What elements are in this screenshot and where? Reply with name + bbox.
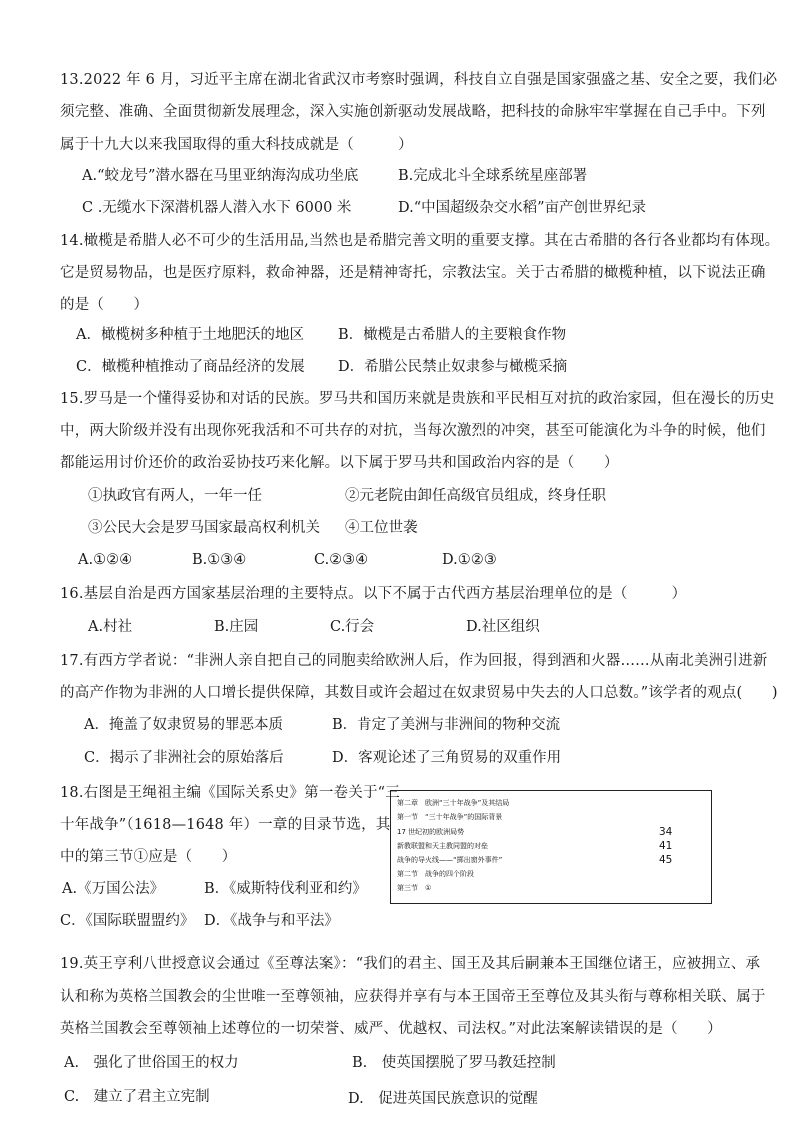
question-15-line-2: 中，两大阶级并没有出现你死我活和不可共存的对抗，当每次激烈的冲突，甚至可能演化为斗争的时候，他们 — [60, 423, 766, 439]
question-18-option-b: B．《威斯特伐利亚和约》 — [204, 881, 367, 897]
question-13-line-2: 须完整、准确、全面贯彻新发展理念，深入实施创新驱动发展战略，把科技的命脉牢牢掌握在自己手中。下列 — [60, 104, 766, 120]
question-13-line-3: 属于十九大以来我国取得的重大科技成就是（ ） — [60, 137, 413, 153]
question-19-line-3: 英格兰国教会至尊领袖上述尊位的一切荣誉、威严、优越权、司法权。”对此法案解读错误的是（ ） — [60, 1021, 722, 1037]
question-19-option-b: B. 使英国摆脱了罗马教廷控制 — [352, 1055, 556, 1071]
toc-page-number: 34 — [659, 826, 673, 838]
question-17-option-c: C．揭示了非洲社会的原始落后 — [84, 750, 284, 766]
toc-row: 17 世纪初的欧洲局势 — [397, 828, 465, 836]
question-14-line-1: 14.橄榄是希腊人必不可少的生活用品,当然也是希腊完善文明的重要支撑。其在古希腊的各行各业都均有体现。 — [60, 233, 780, 249]
toc-row: 第二节 战争的四个阶段 — [397, 870, 474, 878]
question-15-item-2: ②元老院由卸任高级官员组成，终身任职 — [345, 488, 606, 504]
question-17-line-2: 的高产作物为非洲的人口增长提供保障，其数目或许会超过在奴隶贸易中失去的人口总数。”该学者的观点( ) — [60, 685, 778, 701]
question-18-line-1: 18.右图是王绳祖主编《国际关系史》第一卷关于“三 — [60, 785, 400, 801]
toc-page-number: 45 — [659, 854, 673, 866]
question-18-option-c: C．《国际联盟盟约》 — [60, 913, 195, 929]
question-17-line-1: 17.有西方学者说：“非洲人亲自把自己的同胞卖给欧洲人后，作为回报，得到酒和火器……从南北美洲引进新 — [60, 653, 768, 669]
toc-row: 战争的导火线——“掷出窗外事件” — [397, 856, 503, 864]
question-17-option-d: D．客观论述了三角贸易的双重作用 — [332, 750, 562, 766]
question-14-option-a: A．橄榄树多种植于土地肥沃的地区 — [76, 327, 304, 343]
question-19-line-2: 认和称为英格兰国教会的尘世唯一至尊领袖，应获得并享有与本王国帝王至尊位及其头衔与尊称相关联、属于 — [60, 989, 766, 1005]
question-17-option-b: B．肯定了美洲与非洲间的物种交流 — [332, 717, 561, 733]
question-19-line-1: 19.英王亨利八世授意议会通过《至尊法案》：“我们的君主、国王及其后嗣兼本王国继位诸王，应被拥立、承 — [60, 956, 761, 972]
question-15-item-1: ①执政官有两人，一年一任 — [88, 488, 262, 504]
question-14-option-b: B．橄榄是古希腊人的主要粮食作物 — [338, 327, 567, 343]
question-15-option-c: C.②③④ — [314, 552, 369, 568]
question-13-option-b: B.完成北斗全球系统星座部署 — [398, 168, 588, 184]
toc-row: 第二章 欧洲“三十年战争”及其结局 — [397, 799, 510, 807]
question-17-option-a: A．掩盖了奴隶贸易的罪恶本质 — [84, 717, 283, 733]
question-14-line-3: 的是（ ） — [60, 297, 149, 313]
question-13-option-d: D.“中国超级杂交水稻”亩产创世界纪录 — [398, 200, 647, 216]
toc-row: 第一节 “三十年战争”的国际背景 — [397, 813, 503, 821]
question-16-option-a: A.村社 — [88, 619, 133, 635]
question-14-option-c: C．橄榄种植推动了商品经济的发展 — [76, 359, 305, 375]
question-13-line-1: 13.2022 年 6 月，习近平主席在湖北省武汉市考察时强调，科技自立自强是国家强盛之基、安全之要，我们必 — [60, 72, 778, 88]
question-15-item-4: ④工位世袭 — [345, 520, 418, 536]
question-15-option-b: B.①③④ — [192, 552, 247, 568]
question-18-line-3: 中的第三节①应是（ ） — [60, 849, 237, 865]
question-15-option-d: D.①②③ — [442, 552, 497, 568]
question-13-option-c: C .无缆水下深潜机器人潜入水下 6000 米 — [82, 200, 352, 216]
question-16-option-b: B.庄园 — [214, 619, 259, 635]
toc-row: 新教联盟和天主教同盟的对垒 — [397, 842, 488, 850]
question-16-option-c: C.行会 — [330, 619, 375, 635]
question-19-option-d: D. 促进英国民族意识的觉醒 — [348, 1091, 538, 1107]
question-16-line-1: 16.基层自治是西方国家基层治理的主要特点。以下不属于古代西方基层治理单位的是（ ） — [60, 586, 687, 602]
question-18-option-d: D．《战争与和平法》 — [204, 913, 339, 929]
table-of-contents-figure — [390, 790, 712, 904]
toc-page-number: 41 — [659, 840, 673, 852]
question-14-option-d: D．希腊公民禁止奴隶参与橄榄采摘 — [338, 359, 568, 375]
question-15-line-1: 15.罗马是一个懂得妥协和对话的民族。罗马共和国历来就是贵族和平民相互对抗的政治家园，但在漫长的历史 — [60, 391, 775, 407]
question-15-line-3: 都能运用讨价还价的政治妥协技巧来化解。以下属于罗马共和国政治内容的是（ ） — [60, 455, 619, 471]
question-18-option-a: A.《万国公法》 — [62, 881, 165, 897]
question-13-option-a: A.“蛟龙号”潜水器在马里亚纳海沟成功坐底 — [82, 168, 359, 184]
question-14-line-2: 它是贸易物品，也是医疗原料，救命神器，还是精神寄托，宗教法宝。关于古希腊的橄榄种植，以下说法正确 — [60, 265, 766, 281]
question-19-option-a: A. 强化了世俗国王的权力 — [64, 1055, 239, 1071]
question-15-item-3: ③公民大会是罗马国家最高权利机关 — [88, 520, 320, 536]
question-15-option-a: A.①②④ — [78, 552, 133, 568]
question-18-line-2: 十年战争”（1618—1648 年）一章的目录节选，其 — [60, 817, 391, 833]
question-16-option-d: D.社区组织 — [466, 619, 540, 635]
question-19-option-c: C. 建立了君主立宪制 — [64, 1089, 210, 1105]
toc-row: 第三节 ① — [397, 884, 432, 892]
